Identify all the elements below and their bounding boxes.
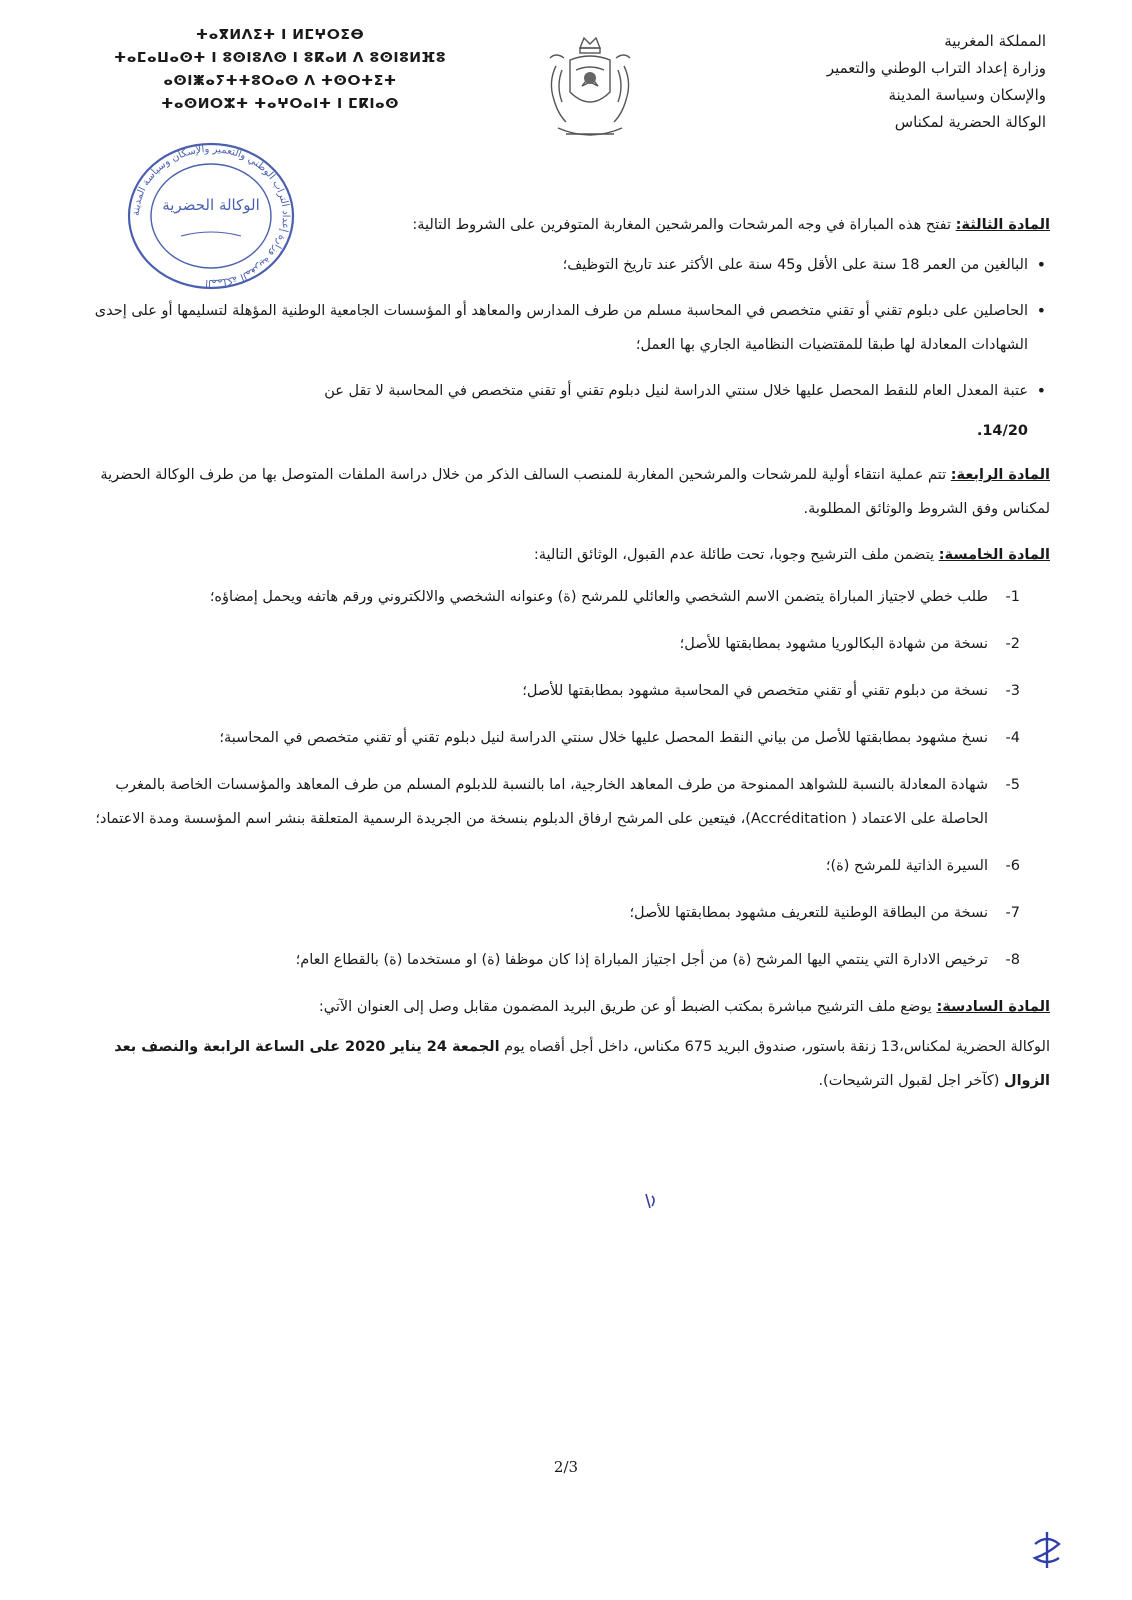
- minimum-score: 14/20.: [976, 423, 1028, 439]
- article-4-label: المادة الرابعة:: [950, 467, 1050, 483]
- item-number: 5-: [1005, 777, 1020, 793]
- tifinagh-line-2: ⵜⴰⵎⴰⵡⴰⵙⵜ ⵏ ⵓⵙⵏⵓⴷⵙ ⵏ ⵓⴽⴰⵍ ⴷ ⵓⵙⵏⵓⵍⴼⵓ: [113, 50, 446, 66]
- list-item: [78, 943, 1020, 977]
- article-6-label: المادة السادسة:: [936, 999, 1050, 1015]
- list-item: [78, 849, 1020, 883]
- seal-ring-text: المملكة المغربية وزارة إعداد التراب الوطني والتعمير والإسكان وسياسة المدينة: [130, 143, 292, 289]
- submission-address: [78, 1030, 1050, 1098]
- item-text: نسخة من شهادة البكالوريا مشهود بمطابقتها للأصل؛: [679, 636, 988, 652]
- list-item: [78, 674, 1020, 708]
- list-item: [78, 580, 1020, 614]
- item-text: طلب خطي لاجتياز المباراة يتضمن الاسم الشخصي والعائلي للمرشح (ة) وعنوانه الشخصي والالكتروني ورقم هاتفه ويحمل إمضاؤه؛: [209, 589, 988, 605]
- header-line-ministry: وزارة إعداد التراب الوطني والتعمير: [826, 59, 1046, 77]
- article-4-text: تتم عملية انتقاء أولية للمرشحات والمرشحين المغاربة للمنصب السالف الذكر من خلال دراسة الملفات المتوصل بها من طرف الوكالة الحضرية لمكناس وفق الشروط والوثائق المطلوبة.: [100, 467, 1050, 517]
- list-item: [78, 768, 1020, 836]
- article-3: [78, 208, 1050, 242]
- list-item: [78, 721, 1020, 755]
- list-item: [78, 627, 1020, 661]
- initial-mark-icon: [640, 1190, 662, 1212]
- item-text: نسخة من البطاقة الوطنية للتعريف مشهود بمطابقتها للأصل؛: [629, 905, 988, 921]
- address-text: الوكالة الحضرية لمكناس،13 زنقة باستور، صندوق البريد 675 مكناس، داخل أجل أقصاه يوم: [499, 1039, 1050, 1055]
- article-5: [78, 538, 1050, 572]
- header-line-agency: الوكالة الحضرية لمكناس: [894, 113, 1046, 131]
- deadline-text: الجمعة 24 يناير 2020 على الساعة الرابعة والنصف بعد الزوال: [114, 1039, 1050, 1089]
- paraph-icon: [1025, 1528, 1069, 1572]
- header-line-ministry-cont: والإسكان وسياسة المدينة: [888, 86, 1046, 104]
- article-3-intro: تفتح هذه المباراة في وجه المرشحات والمرشحين المغاربة المتوفرين على الشروط التالية:: [412, 217, 956, 233]
- item-number: 8-: [1005, 952, 1020, 968]
- item-text: السيرة الذاتية للمرشح (ة)؛: [825, 858, 988, 874]
- required-documents-list: [78, 580, 1050, 977]
- header-line-kingdom: المملكة المغربية: [944, 32, 1046, 50]
- article-5-label: المادة الخامسة:: [938, 547, 1050, 563]
- item-text: نسخة من دبلوم تقني أو تقني متخصص في المحاسبة مشهود بمطابقتها للأصل؛: [522, 683, 988, 699]
- tifinagh-line-4: ⵜⴰⵙⵍⵔⵣⵜ ⵜⴰⵖⵔⴰⵏⵜ ⵏ ⵎⴽⵏⴰⵙ: [161, 96, 399, 112]
- tifinagh-line-3: ⴰⵙⵏⵥⴰⵢⵜⵜⵓⵔⴰⵙ ⴷ ⵜⵙⵔⵜⵉⵜ: [163, 73, 397, 89]
- royal-coat-of-arms-icon: [536, 30, 644, 148]
- seal-inner-text: الوكالة الحضرية: [162, 196, 260, 214]
- arabic-header: [806, 28, 1046, 136]
- item-number: 2-: [1005, 636, 1020, 652]
- condition-age: • البالغين من العمر 18 سنة على الأقل و45 سنة على الأكثر عند تاريخ التوظيف؛: [78, 248, 1050, 282]
- article-6-intro: يوضع ملف الترشيح مباشرة بمكتب الضبط أو عن طريق البريد المضمون مقابل وصل إلى العنوان الآتي:: [318, 999, 937, 1015]
- article-6: [78, 990, 1050, 1024]
- item-number: 4-: [1005, 730, 1020, 746]
- deadline-note: (كآخر اجل لقبول الترشيحات).: [818, 1073, 1004, 1089]
- condition-average: • عتبة المعدل العام للنقط المحصل عليها خلال سنتي الدراسة لنيل دبلوم تقني أو تقني متخصص في المحاسبة لا تقل عن: [78, 374, 1050, 408]
- article-4: [78, 458, 1050, 526]
- item-number: 7-: [1005, 905, 1020, 921]
- article-5-intro: يتضمن ملف الترشيح وجوبا، تحت طائلة عدم القبول، الوثائق التالية:: [533, 547, 939, 563]
- item-number: 3-: [1005, 683, 1020, 699]
- item-text: شهادة المعادلة بالنسبة للشواهد الممنوحة من طرف المعاهد الخارجية، اما بالنسبة للدبلوم المسلم من طرف المعاهد والمؤسسات الخاصة بالمغرب الحاصلة على الاعتماد ( Accréditation)، فيتعين على المرشح ارفاق الدبلوم بنسخة من الجريدة الرسمية المتعلقة بنشر اسم المؤسسة ومدة الاعتماد؛: [95, 777, 988, 827]
- item-text: ترخيص الادارة التي ينتمي اليها المرشح (ة) من أجل اجتياز المباراة إذا كان موظفا (ة) او مستخدما (ة) بالقطاع العام؛: [295, 952, 988, 968]
- article-3-label: المادة الثالثة:: [955, 217, 1050, 233]
- page-number: 2/3: [553, 1458, 579, 1476]
- item-number: 1-: [1005, 589, 1020, 605]
- article-3-conditions: [78, 248, 1050, 408]
- condition-diploma: • الحاصلين على دبلوم تقني أو تقني متخصص في المحاسبة مسلم من طرف المدارس والمعاهد أو المؤسسات الجامعية الوطنية المؤهلة لتسليمها أو على إحدى الشهادات المعادلة لها طبقا للمقتضيات النظامية الجاري بها العمل؛: [78, 294, 1050, 362]
- item-text: نسخ مشهود بمطابقتها للأصل من بياني النقط المحصل عليها خلال سنتي الدراسة لنيل دبلوم تقني أو تقني متخصص في المحاسبة؛: [219, 730, 988, 746]
- list-item: [78, 896, 1020, 930]
- item-number: 6-: [1005, 858, 1020, 874]
- tifinagh-line-1: ⵜⴰⴳⵍⴷⵉⵜ ⵏ ⵍⵎⵖⵔⵉⴱ: [195, 27, 365, 43]
- tifinagh-header: [80, 24, 480, 116]
- document-body: [78, 208, 1050, 1098]
